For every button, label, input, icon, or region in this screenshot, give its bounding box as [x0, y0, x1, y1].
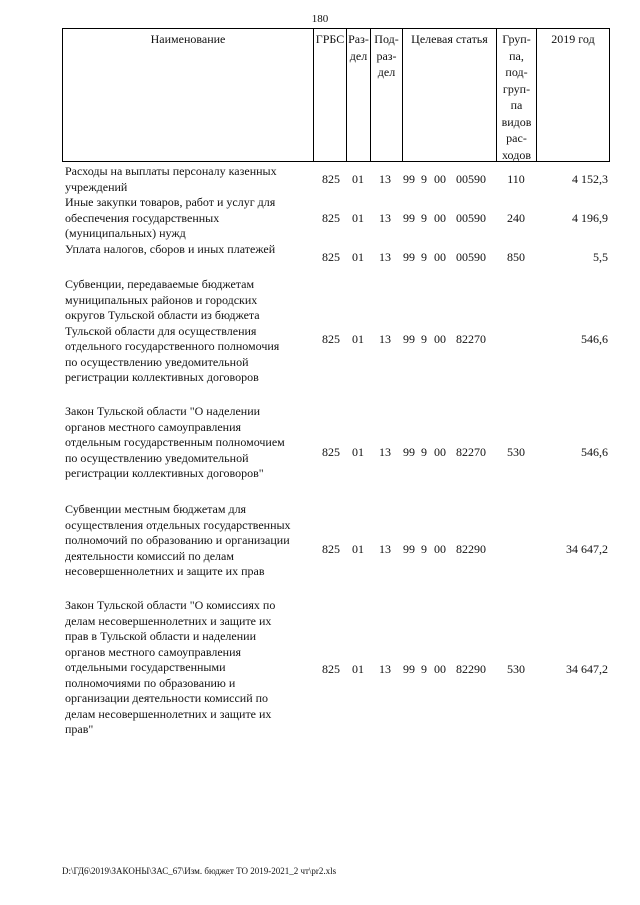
row-target-subprogram: 9: [421, 542, 427, 556]
row-target-subprogram: 9: [421, 662, 427, 676]
row-expense-group: 530: [507, 445, 525, 459]
header-grbs: ГРБС: [314, 29, 347, 161]
row-target-event: 00: [434, 662, 446, 676]
row-name: Расходы на выплаты персоналу казенных учреждений: [65, 164, 277, 194]
row-grbs: 825: [322, 250, 340, 264]
row-target-program: 99: [403, 172, 415, 186]
row-target-event: 00: [434, 332, 446, 346]
row-grbs: 825: [322, 332, 340, 346]
row-amount: 546,6: [581, 332, 608, 346]
header-target-article: Целевая статья: [403, 29, 497, 161]
row-name: Иные закупки товаров, работ и услуг для обеспечения государственных (муниципальных) нужд: [65, 195, 276, 240]
row-grbs: 825: [322, 445, 340, 459]
row-podrazdel: 13: [379, 172, 391, 186]
row-name: Субвенции местным бюджетам для осуществления отдельных государственных полномочий по образованию и организации деятельности комиссий по делам несовершеннолетних и защите их прав: [65, 502, 291, 578]
row-target-direction: 82270: [456, 445, 486, 459]
row-amount: 5,5: [593, 250, 608, 264]
row-name: Субвенции, передаваемые бюджетам муниципальных районов и городских округов Тульской области из бюджета Тульской области для осуществления отдельного государственного полномочия по осуществлению уведомительной регистрации коллективных договоров: [65, 277, 280, 384]
row-expense-group: 850: [507, 250, 525, 264]
row-target-subprogram: 9: [421, 250, 427, 264]
row-name: Закон Тульской области "О комиссиях по делам несовершеннолетних и защите их прав в Тульской области и наделении органов местного самоуправления отдельными государственными полномочиями по образованию и организации деятельности комиссий по делам несовершеннолетних и защите их прав": [65, 598, 276, 736]
row-expense-group: 530: [507, 662, 525, 676]
row-podrazdel: 13: [379, 662, 391, 676]
header-year: 2019 год: [551, 32, 595, 46]
row-target-event: 00: [434, 542, 446, 556]
row-target-direction: 00590: [456, 172, 486, 186]
row-grbs: 825: [322, 211, 340, 225]
header-expense-group: Груп- па, под- груп- па видов рас- ходов: [497, 29, 537, 161]
row-grbs: 825: [322, 542, 340, 556]
table-header: [62, 28, 610, 162]
row-target-subprogram: 9: [421, 172, 427, 186]
row-target-program: 99: [403, 445, 415, 459]
row-target-subprogram: 9: [421, 332, 427, 346]
row-expense-group: 240: [507, 211, 525, 225]
row-target-program: 99: [403, 542, 415, 556]
row-amount: 4 196,9: [572, 211, 608, 225]
row-target-direction: 82270: [456, 332, 486, 346]
row-target-direction: 82290: [456, 542, 486, 556]
row-razdel: 01: [352, 542, 364, 556]
row-razdel: 01: [352, 662, 364, 676]
row-expense-group: 110: [507, 172, 525, 186]
row-target-event: 00: [434, 211, 446, 225]
row-target-program: 99: [403, 211, 415, 225]
row-razdel: 01: [352, 250, 364, 264]
row-target-subprogram: 9: [421, 445, 427, 459]
row-podrazdel: 13: [379, 250, 391, 264]
row-razdel: 01: [352, 445, 364, 459]
row-name: Закон Тульской области "О наделении органов местного самоуправления отдельным государственным полномочием по осуществлению уведомительной регистрации коллективных договоров": [65, 404, 285, 480]
row-target-event: 00: [434, 445, 446, 459]
row-target-program: 99: [403, 332, 415, 346]
row-amount: 34 647,2: [566, 542, 608, 556]
row-amount: 546,6: [581, 445, 608, 459]
row-podrazdel: 13: [379, 332, 391, 346]
row-amount: 4 152,3: [572, 172, 608, 186]
file-path-footer: D:\ГД6\2019\ЗАКОНЫ\ЗАС_67\Изм. бюджет ТО 2019-2021_2 чт\pr2.xls: [62, 866, 337, 876]
row-target-program: 99: [403, 662, 415, 676]
row-razdel: 01: [352, 172, 364, 186]
row-razdel: 01: [352, 211, 364, 225]
row-target-subprogram: 9: [421, 211, 427, 225]
page-number: 180: [311, 13, 329, 25]
row-target-direction: 82290: [456, 662, 486, 676]
row-name: Уплата налогов, сборов и иных платежей: [65, 242, 276, 256]
header-podrazdel: Под- раз- дел: [371, 29, 403, 161]
row-target-event: 00: [434, 250, 446, 264]
row-target-event: 00: [434, 172, 446, 186]
row-podrazdel: 13: [379, 445, 391, 459]
row-razdel: 01: [352, 332, 364, 346]
row-grbs: 825: [322, 172, 340, 186]
row-target-direction: 00590: [456, 250, 486, 264]
row-amount: 34 647,2: [566, 662, 608, 676]
row-target-program: 99: [403, 250, 415, 264]
row-target-direction: 00590: [456, 211, 486, 225]
row-grbs: 825: [322, 662, 340, 676]
header-name: Наименование: [63, 29, 314, 161]
header-razdel: Раз- дел: [347, 29, 371, 161]
row-podrazdel: 13: [379, 211, 391, 225]
row-podrazdel: 13: [379, 542, 391, 556]
